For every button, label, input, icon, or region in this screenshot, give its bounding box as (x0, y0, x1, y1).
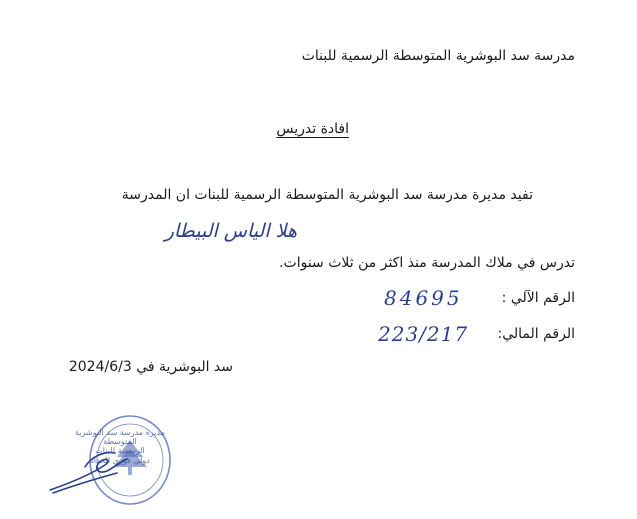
body-line-2: تدرس في ملاك المدرسة منذ اكثر من ثلاث سنوات. (279, 255, 575, 271)
stamp-text: مديرة مدرسة سد البوشرية المتوسطة الرسمية للبنات دولي فوزي الحداد (74, 428, 166, 465)
body-line-1: تفيد مديرة مدرسة سد البوشرية المتوسطة الرسمية للبنات ان المدرسة (121, 187, 533, 203)
handwritten-student-name: هلا الياس البيطار (164, 220, 297, 242)
handwritten-ref-number: 84695 (384, 286, 463, 310)
date-text: 2024/6/3 (68, 359, 132, 375)
school-name: مدرسة سد البوشرية المتوسطة الرسمية للبنات (301, 48, 575, 64)
place-and-date (69, 359, 233, 376)
place-text: سد البوشرية في (136, 359, 233, 375)
fin-number-label: الرقم المالي: (497, 326, 575, 342)
handwritten-fin-number: 223/217 (378, 322, 469, 346)
ref-number-label: الرقم الآلي : (501, 290, 575, 306)
document-title: افادة تدريس (276, 121, 349, 137)
